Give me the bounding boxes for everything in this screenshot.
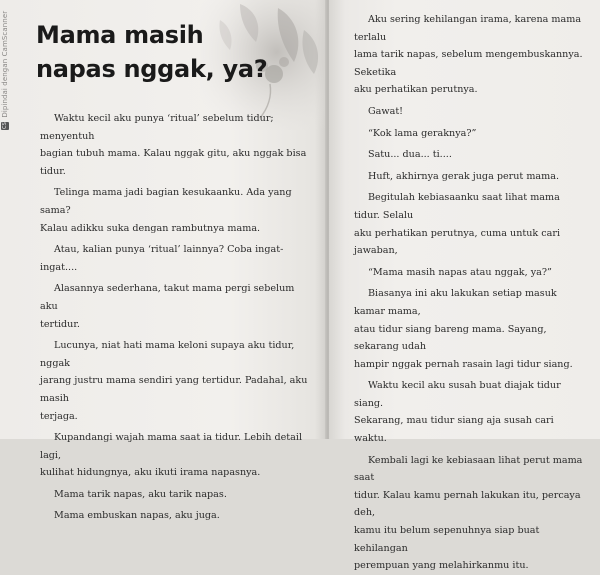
line: lama tarik napas, sebelum mengembuskannya. Seketika (354, 49, 583, 78)
line: hampir nggak pernah rasain lagi tidur siang. (354, 358, 573, 370)
paragraph (40, 507, 314, 525)
right-body-text (354, 11, 588, 575)
line: Satu... dua... ti.... (368, 149, 452, 161)
line: Mama embuskan napas, aku juga. (54, 510, 220, 522)
paragraph (40, 241, 314, 276)
line: Atau, kalian punya ‘ritual’ lainnya? Coba ingat-ingat.... (40, 244, 284, 273)
camscanner-logo-icon: CS (2, 122, 8, 130)
line: Huft, akhirnya gerak juga perut mama. (368, 170, 560, 182)
line: atau tidur siang bareng mama. Sayang, sekarang udah (354, 323, 547, 353)
line: aku perhatikan perutnya, cuma untuk cari jawaban, (354, 227, 561, 257)
paragraph (354, 103, 588, 121)
paragraph (40, 110, 314, 180)
line: aku perhatikan perutnya. (354, 84, 478, 96)
line: Gawat! (368, 105, 404, 117)
paragraph (354, 168, 588, 186)
line: tertidur. (40, 318, 80, 330)
paragraph (40, 337, 314, 425)
paragraph (354, 125, 588, 143)
paragraph (40, 280, 314, 333)
line: Kupandangi wajah mama saat ia tidur. Lebih detail lagi, (40, 432, 303, 461)
chapter-title (36, 18, 267, 86)
paragraph (40, 486, 314, 504)
paragraph (354, 146, 588, 164)
line: tidur. Kalau kamu pernah lakukan itu, percaya deh, (354, 489, 581, 519)
line: Lucunya, niat hati mama keloni supaya aku tidur, nggak (40, 340, 295, 369)
line: bagian tubuh mama. Kalau nggak gitu, aku nggak bisa tidur. (40, 148, 307, 177)
line: Alasannya sederhana, takut mama pergi sebelum aku (40, 283, 295, 312)
line: kulihat hidungnya, aku ikuti irama napasnya. (40, 467, 261, 479)
line: Biasanya ini aku lakukan setiap masuk kamar mama, (354, 288, 557, 317)
left-body-text (40, 110, 314, 525)
left-page (0, 0, 328, 522)
paragraph (40, 184, 314, 237)
title-line: napas nggak, ya? (36, 55, 268, 83)
line: “Kok lama geraknya?” (368, 127, 477, 139)
paragraph (354, 452, 588, 575)
line: Kalau adikku suka dengan rambutnya mama. (40, 222, 261, 234)
line: Sekarang, mau tidur siang aja susah cari waktu. (354, 415, 554, 445)
paragraph (354, 285, 588, 373)
paragraph (354, 189, 588, 259)
line: kamu itu belum sepenuhnya siap buat kehilangan (354, 525, 540, 554)
line: Kembali lagi ke kebiasaan lihat perut mama saat (354, 454, 583, 484)
line: “Mama masih napas atau nggak, ya?” (368, 266, 552, 278)
line: Waktu kecil aku punya ‘ritual’ sebelum tidur; menyentuh (40, 113, 274, 142)
line: Aku sering kehilangan irama, karena mama terlalu (354, 14, 582, 43)
title-line: Mama masih (36, 21, 204, 49)
line: Begitulah kebiasaanku saat lihat mama tidur. Selalu (354, 192, 560, 221)
paragraph (354, 11, 588, 99)
line: Mama tarik napas, aku tarik napas. (54, 488, 227, 500)
paragraph (354, 264, 588, 282)
line: Waktu kecil aku susah buat diajak tidur siang. (354, 380, 561, 409)
line: terjaga. (40, 410, 78, 422)
line: jarang justru mama sendiri yang tertidur. Padahal, aku masih (40, 375, 308, 404)
paragraph (40, 429, 314, 482)
scanner-watermark (1, 0, 13, 130)
line: perempuan yang melahirkanmu itu. (354, 560, 529, 572)
paragraph (354, 377, 588, 447)
watermark-text: Dipindai dengan CamScanner (1, 10, 9, 118)
line: Telinga mama jadi bagian kesukaanku. Ada yang sama? (40, 187, 292, 216)
